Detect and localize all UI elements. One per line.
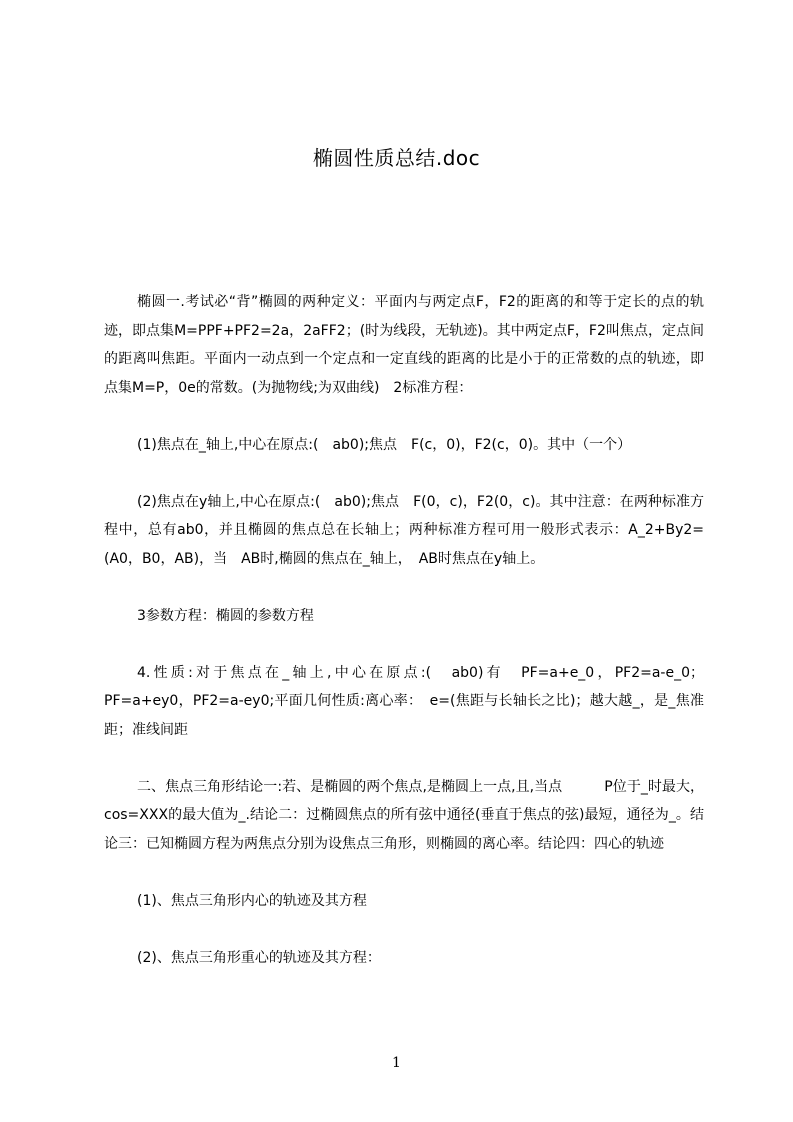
document-body — [104, 288, 704, 972]
paragraph-properties: 4.性质:对于焦点在_轴上,中心在原点:( ab0)有 PF=a+e_0，PF2=a-e_0；PF=a+ey0，PF2=a-ey0;平面几何性质:离心率： e=(焦距与长轴长之比)；越大越_，是_焦准距；准线间距 — [104, 664, 704, 738]
paragraph-ellipse-definition: 椭圆一.考试必“背”椭圆的两种定义：平面内与两定点F，F2的距离的和等于定长的点的轨迹，即点集M=PPF+PF2=2a，2aFF2；(时为线段，无轨迹)。其中两定点F，F2叫焦点，定点间的距离叫焦距。平面内一动点到一个定点和一定直线的距离的比是小于的正常数的点的轨迹，即点集M=P，0e的常数。(为抛物线;为双曲线) 2标准方程： — [104, 294, 704, 396]
paragraph-parametric-equation: 3参数方程：椭圆的参数方程 — [137, 607, 314, 624]
paragraph-x-axis-standard-equation: (1)焦点在_轴上,中心在原点:( ab0);焦点 F(c，0)，F2(c，0)。其中（一个） — [137, 436, 632, 453]
paragraph-incenter-locus: (1)、焦点三角形内心的轨迹及其方程 — [137, 892, 367, 909]
document-title: 椭圆性质总结.doc — [312, 146, 481, 170]
page-number: 1 — [392, 1055, 401, 1071]
paragraph-focal-triangle-conclusions: 二、焦点三角形结论一:若、是椭圆的两个焦点,是椭圆上一点,且,当点 P位于_时最大，cos=XXX的最大值为_.结论二：过椭圆焦点的所有弦中通径(垂直于焦点的弦)最短，通径为_。结论三：已知椭圆方程为两焦点分别为设焦点三角形，则椭圆的离心率。结论四：四心的轨迹 — [104, 778, 704, 852]
paragraph-y-axis-standard-equation: (2)焦点在y轴上,中心在原点:( ab0);焦点 F(0，c)，F2(0，c)。其中注意：在两种标准方程中，总有ab0，并且椭圆的焦点总在长轴上；两种标准方程可用一般形式表示：A_2+By2=(A0，B0，AB)，当 AB时,椭圆的焦点在_轴上， AB时焦点在y轴上。 — [104, 493, 704, 567]
paragraph-centroid-locus: (2)、焦点三角形重心的轨迹及其方程： — [137, 949, 381, 966]
